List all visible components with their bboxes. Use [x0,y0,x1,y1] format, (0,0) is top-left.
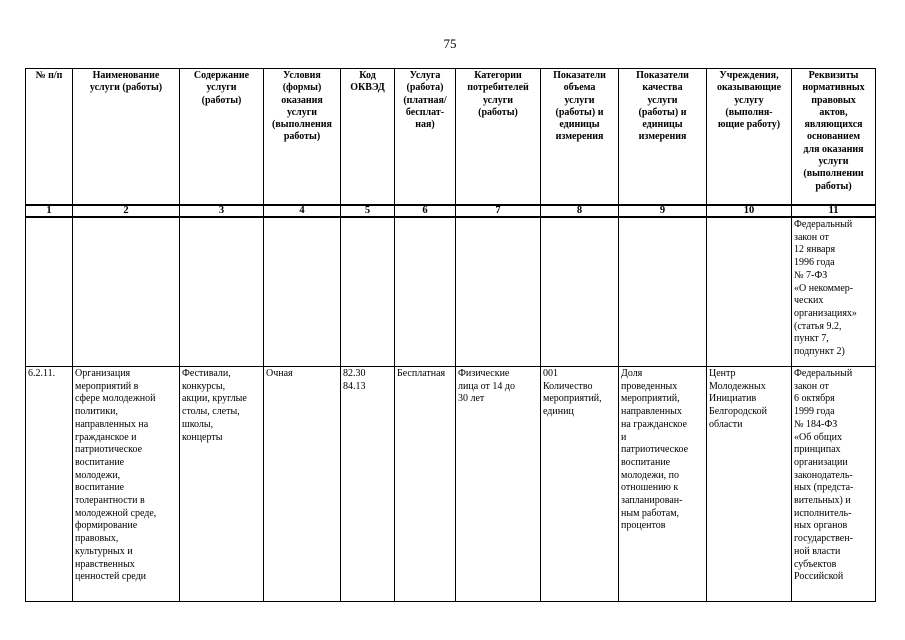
quality-indicator-cell: Доля проведенных мероприятий, направленных на гражданское и патриотическое воспитание молодежи, по отношению к запланирован- ным работам, процентов [619,367,707,602]
service-conditions-cell: Очная [264,367,341,602]
empty-cell [264,217,341,367]
header-col-4: Условия (формы) оказания услуги (выполнения работы) [264,69,341,206]
column-number: 11 [792,205,876,217]
header-col-9: Показатели качества услуги (работы) и единицы измерения [619,69,707,206]
table-row [26,367,876,602]
column-number: 5 [341,205,395,217]
continuation-row [26,217,876,367]
header-col-1: № п/п [26,69,73,206]
column-number-row [26,205,876,217]
volume-indicator-cell: 001 Количество мероприятий, единиц [541,367,619,602]
empty-cell [341,217,395,367]
header-col-7: Категории потребителей услуги (работы) [456,69,541,206]
consumer-category-cell: Физические лица от 14 до 30 лет [456,367,541,602]
column-number: 4 [264,205,341,217]
header-col-2: Наименование услуги (работы) [73,69,180,206]
empty-cell [180,217,264,367]
header-row [26,69,876,206]
column-number: 9 [619,205,707,217]
empty-cell [541,217,619,367]
header-col-8: Показатели объема услуги (работы) и единицы измерения [541,69,619,206]
okved-code-cell: 82.30 84.13 [341,367,395,602]
service-name-cell: Организация мероприятий в сфере молодежной политики, направленных на гражданское и патриотическое воспитание молодежи, воспитание толерантности в молодежной среде, формирование правовых, культурных и нравственных ценностей среди [73,367,180,602]
empty-cell [26,217,73,367]
service-content-cell: Фестивали, конкурсы, акции, круглые столы, слеты, школы, концерты [180,367,264,602]
column-number: 6 [395,205,456,217]
column-number: 10 [707,205,792,217]
legal-acts-cell: Федеральный закон от 6 октября 1999 года № 184-ФЗ «Об общих принципах организации законодатель- ных (предста- вительных) и исполнитель- ных органов государствен- ной власти субъектов Российской [792,367,876,602]
legal-acts-cell: Федеральный закон от 12 января 1996 года № 7-ФЗ «О некоммер- ческих организациях» (статья 9.2, пункт 7, подпункт 2) [792,217,876,367]
header-col-6: Услуга (работа) (платная/ бесплат- ная) [395,69,456,206]
column-number: 1 [26,205,73,217]
paid-free-cell: Бесплатная [395,367,456,602]
empty-cell [395,217,456,367]
header-col-10: Учреждения, оказывающие услугу (выполня- ющие работу) [707,69,792,206]
column-number: 3 [180,205,264,217]
empty-cell [456,217,541,367]
institution-cell: Центр Молодежных Инициатив Белгородской области [707,367,792,602]
item-number-cell: 6.2.11. [26,367,73,602]
column-number: 7 [456,205,541,217]
header-col-11: Реквизиты нормативных правовых актов, являющихся основанием для оказания услуги (выполнении работы) [792,69,876,206]
column-number: 2 [73,205,180,217]
empty-cell [73,217,180,367]
services-table [25,68,876,602]
header-col-3: Содержание услуги (работы) [180,69,264,206]
header-col-5: Код ОКВЭД [341,69,395,206]
page-number: 75 [443,36,457,51]
column-number: 8 [541,205,619,217]
empty-cell [619,217,707,367]
empty-cell [707,217,792,367]
